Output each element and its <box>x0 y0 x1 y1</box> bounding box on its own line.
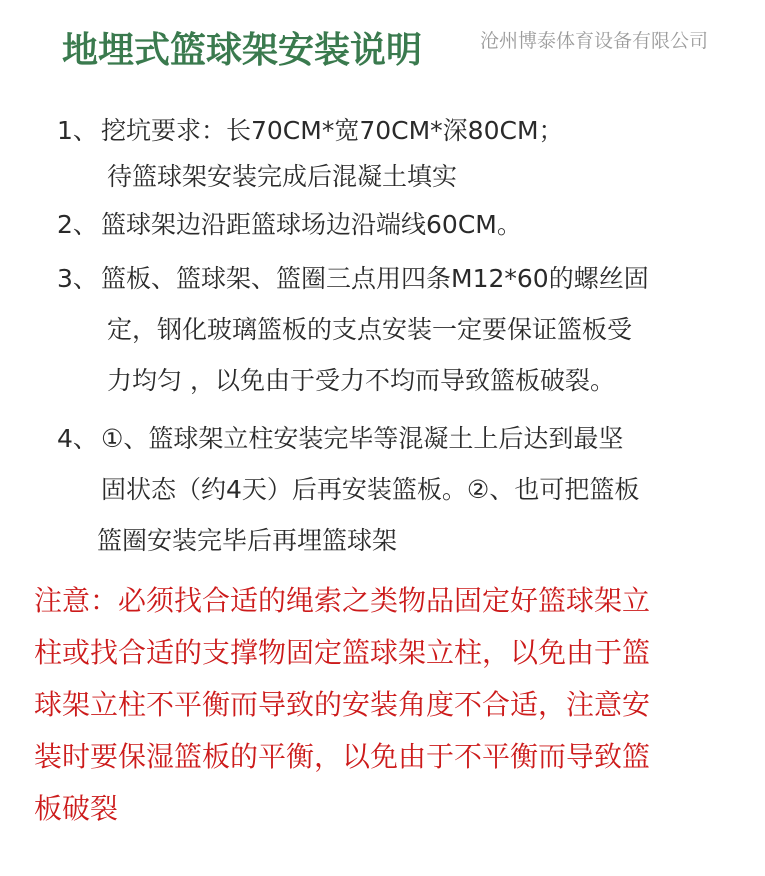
notice-line-1: 注意：必须找合适的绳索之类物品固定好篮球架立 <box>34 584 651 617</box>
step-2 <box>57 202 757 248</box>
step-4 <box>57 416 757 564</box>
page-title: 地埋式篮球架安装说明 <box>62 30 423 71</box>
step-2-line-1: 篮球架边沿距篮球场边沿端线60CM。 <box>101 210 522 239</box>
step-1-line-1: 挖坑要求：长70CM*宽70CM*深80CM； <box>101 116 564 145</box>
step-4-line-3: 篮圈安装完毕后再埋篮球架 <box>97 526 398 555</box>
notice-line-4: 装时要保湿篮板的平衡，以免由于不平衡而导致篮 <box>34 740 651 773</box>
step-number: 2、 <box>57 210 98 239</box>
step-3-line-1: 篮板、篮球架、篮圈三点用四条M12*60的螺丝固 <box>101 264 649 293</box>
step-4-line-2: 固状态（约4天）后再安装篮板。②、也可把篮板 <box>101 475 640 504</box>
step-3-line-2: 定，钢化玻璃篮板的支点安装一定要保证篮板受 <box>107 315 633 344</box>
step-number: 1、 <box>57 116 98 145</box>
notice-block <box>34 575 754 835</box>
notice-line-2: 柱或找合适的支撑物固定篮球架立柱，以免由于篮 <box>34 636 651 669</box>
step-3 <box>57 256 757 404</box>
installation-steps <box>57 108 757 564</box>
company-watermark: 沧州博泰体育设备有限公司 <box>480 30 709 52</box>
step-number: 4、 <box>57 424 98 453</box>
notice-line-5: 板破裂 <box>34 792 119 825</box>
step-1-line-2: 待篮球架安装完成后混凝土填实 <box>107 162 458 191</box>
step-number: 3、 <box>57 264 98 293</box>
step-4-line-1: ①、篮球架立柱安装完毕等混凝土上后达到最坚 <box>101 424 624 453</box>
notice-line-3: 球架立柱不平衡而导致的安装角度不合适，注意安 <box>34 688 651 721</box>
step-3-line-3: 力均匀 ，以免由于受力不均而导致篮板破裂。 <box>107 366 615 395</box>
step-1 <box>57 108 757 200</box>
